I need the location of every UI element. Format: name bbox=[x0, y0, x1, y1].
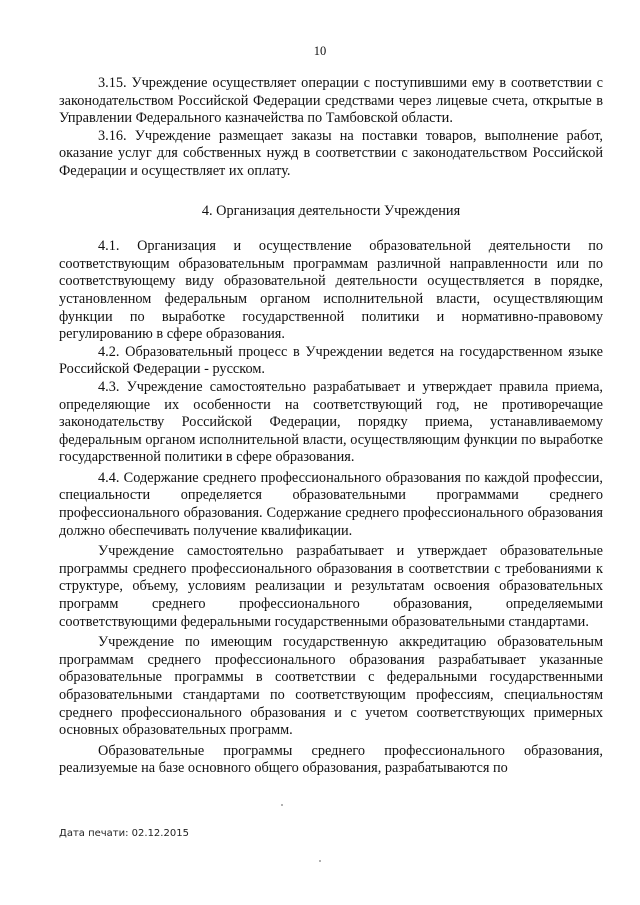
scan-speck bbox=[319, 860, 321, 862]
page-number: 10 bbox=[313, 44, 327, 58]
paragraph-4-1: 4.1. Организация и осуществление образовательной деятельности по соответствующим образовательным программам различной направленности или по соответствующему виду образовательной деятельности осуществляется в порядке, установленном федеральным органом исполнительной власти, осуществляющим функции по выработке государственной политики и нормативно-правовому регулированию в сфере образования. bbox=[59, 238, 603, 343]
paragraph-accredited-programs: Учреждение по имеющим государственную аккредитацию образовательным программам среднего профессионального образования разрабатывает указанные образовательные программы в соответствии с федеральными государственными образовательными стандартами по соответствующим профессиям, специальностям среднего профессионального образования и с учетом соответствующих примерных основных образовательных программ. bbox=[59, 634, 603, 739]
paragraph-3-16: 3.16. Учреждение размещает заказы на поставки товаров, выполнение работ, оказание услуг для собственных нужд в соответствии с законодательством Российской Федерации и осуществляет их оплату. bbox=[59, 127, 603, 179]
section-heading: 4. Организация деятельности Учреждения bbox=[201, 202, 461, 219]
document-body bbox=[59, 75, 603, 778]
paragraph-4-3: 4.3. Учреждение самостоятельно разрабатывает и утверждает правила приема, определяющие их особенности на соответствующий год, не противоречащие законодательству Российской Федерации, порядку приема, устанавливаемому федеральным органом исполнительной власти, осуществляющим функции по выработке государственной политики в сфере образования. bbox=[59, 378, 603, 466]
paragraph-programs-development: Учреждение самостоятельно разрабатывает и утверждает образовательные программы среднего профессионального образования в соответствии с требованиями к структуре, объему, условиям реализации и результатам освоения образовательных программ среднего профессионального образования, определяемыми соответствующими федеральными государственными образовательными стандартами. bbox=[59, 543, 603, 630]
paragraph-4-2: 4.2. Образовательный процесс в Учреждении ведется на государственном языке Российской Федерации - русском. bbox=[59, 343, 603, 378]
paragraph-3-15: 3.15. Учреждение осуществляет операции с поступившими ему в соответствии с законодательством Российской Федерации средствами через лицевые счета, открытые в Управлении Федерального казначейства по Тамбовской области. bbox=[59, 75, 603, 127]
print-date-footer: Дата печати: 02.12.2015 bbox=[59, 828, 189, 839]
scan-speck bbox=[281, 804, 283, 806]
paragraph-4-4: 4.4. Содержание среднего профессионального образования по каждой профессии, специальности определяется образовательными программами среднего профессионального образования. Содержание среднего профессионального образования должно обеспечивать получение квалификации. bbox=[59, 469, 603, 539]
paragraph-basic-education-programs: Образовательные программы среднего профессионального образования, реализуемые на базе основного общего образования, разрабатываются по bbox=[59, 742, 603, 777]
